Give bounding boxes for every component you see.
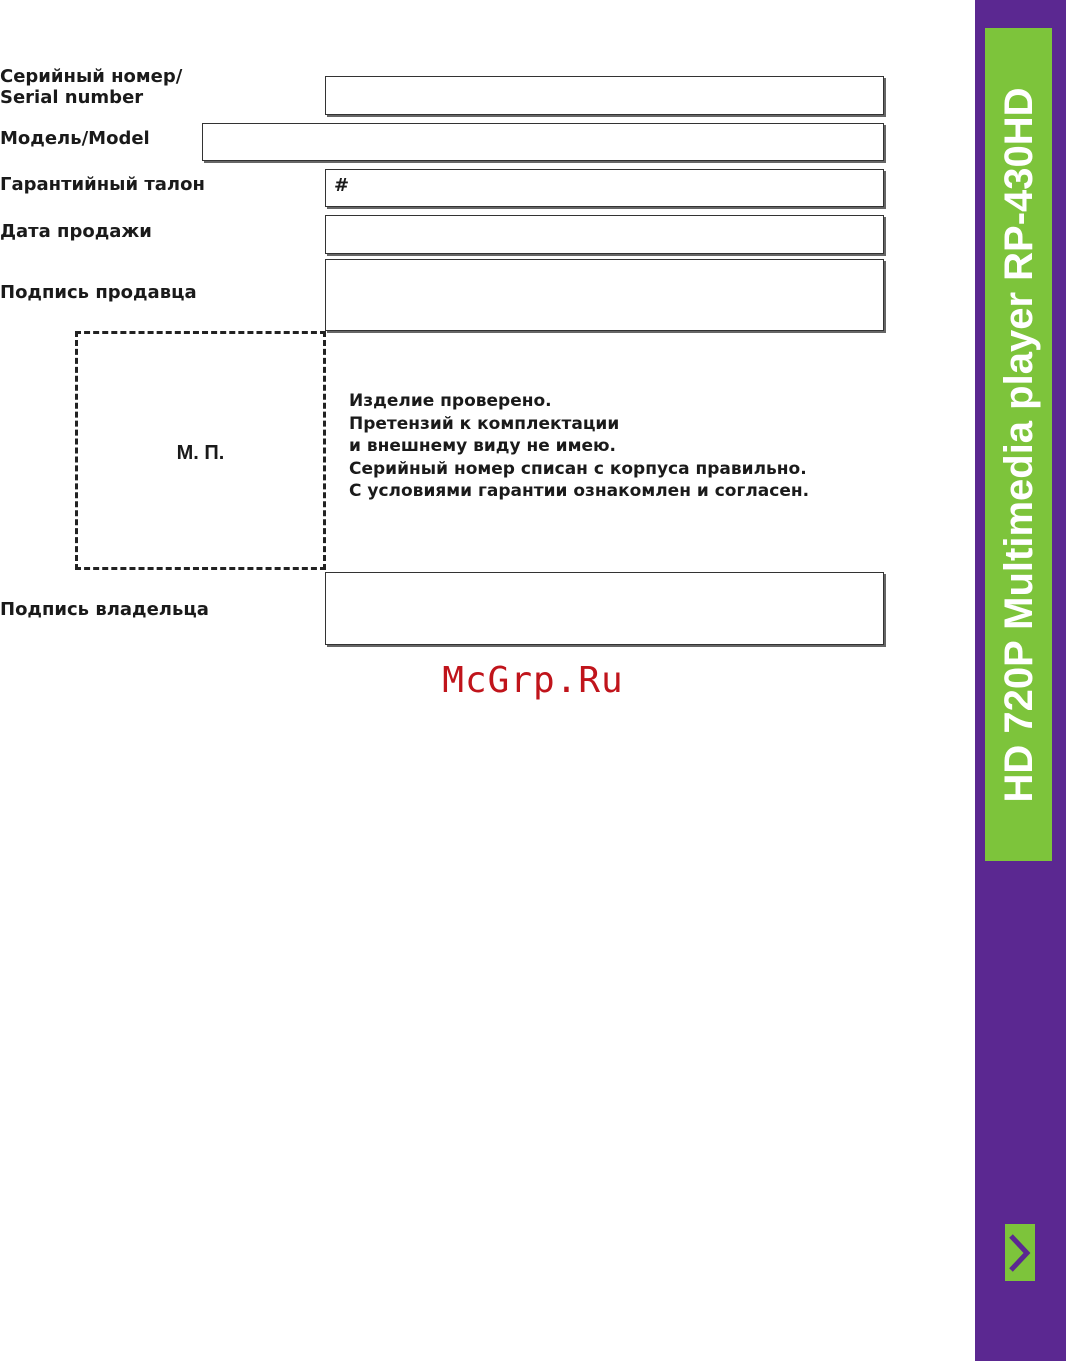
product-title: HD 720P Multimedia player RP-430HD (996, 86, 1041, 803)
stamp-area (75, 331, 326, 570)
statement-line: Серийный номер списан с корпуса правильно. (349, 458, 807, 479)
warranty-card-label: Гарантийный талон (0, 174, 205, 195)
owner-signature-label: Подпись владельца (0, 599, 209, 620)
chevron-right-icon (1005, 1224, 1035, 1281)
statement-line: и внешнему виду не имею. (349, 436, 617, 456)
brand-logo (1005, 1224, 1035, 1281)
serial-number-field[interactable] (325, 76, 884, 115)
seller-signature-label: Подпись продавца (0, 282, 197, 303)
stamp-label: М. П. (176, 442, 225, 464)
sidebar (975, 0, 1066, 1361)
owner-statement (349, 390, 809, 503)
model-label: Модель/Model (0, 128, 150, 149)
seller-signature-field[interactable] (325, 259, 884, 331)
warranty-card-number-prefix: # (334, 175, 350, 196)
serial-number-label-ru: Серийный номер/ (0, 66, 183, 87)
serial-number-label-en: Serial number (0, 87, 144, 108)
statement-line: Претензий к комплектации (349, 413, 620, 434)
watermark: McGrp.Ru (442, 660, 624, 701)
owner-signature-field[interactable] (325, 572, 884, 645)
serial-number-label (0, 66, 182, 108)
product-title-band (985, 28, 1052, 861)
statement-line: Изделие проверено. (349, 391, 552, 411)
statement-line: С условиями гарантии ознакомлен и согласен. (349, 481, 810, 501)
warranty-card-field[interactable] (325, 169, 884, 207)
sale-date-label: Дата продажи (0, 221, 152, 242)
model-field[interactable] (202, 123, 884, 161)
sale-date-field[interactable] (325, 215, 884, 254)
